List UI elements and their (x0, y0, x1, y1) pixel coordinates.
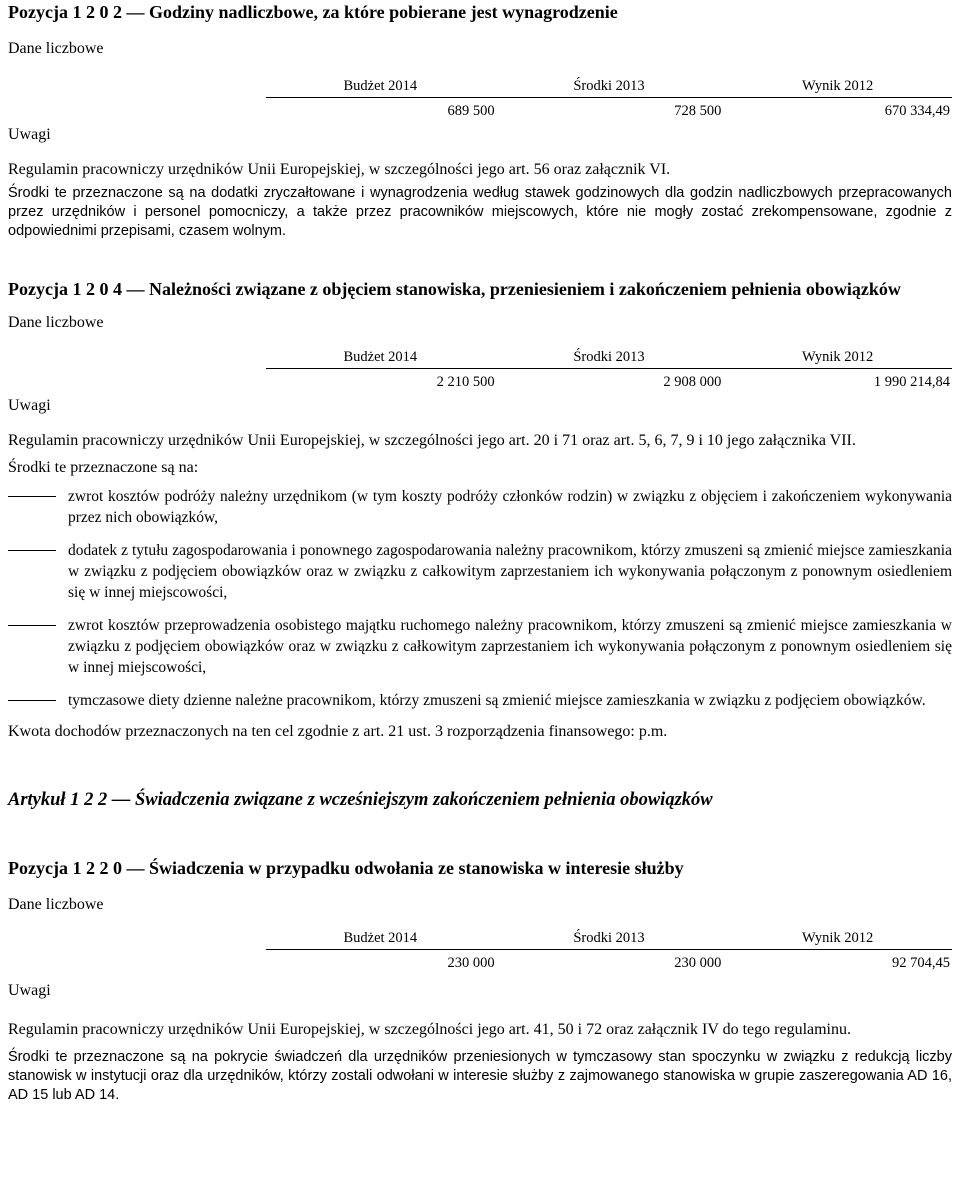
legal-basis: Regulamin pracowniczy urzędników Unii Europejskiej, w szczególności jego art. 41, 50 i 72 oraz załącznik IV do tego regulaminu. (8, 1021, 851, 1038)
column-header: Budżet 2014 (266, 929, 495, 950)
intro-text: Środki te przeznaczone są na: (8, 459, 199, 476)
section-1220 (8, 856, 952, 1105)
column-header: Budżet 2014 (266, 77, 495, 98)
list-item: zwrot kosztów przeprowadzenia osobistego majątku ruchomego należny pracownikom, którzy zmuszeni są zmienić miejsce zamieszkania w związku z podjęciem obowiązków oraz w związku z całkowitym zaprzestaniem ich wykonywania połączonym z ponownym osiedleniem się w innej miejscowości, (8, 615, 952, 678)
column-header: Budżet 2014 (266, 348, 495, 369)
data-label: Dane liczbowe (8, 40, 104, 57)
notes-label: Uwagi (8, 982, 51, 999)
purpose-list (8, 486, 952, 711)
value-cell: 2 210 500 (436, 374, 495, 390)
section-heading: Pozycja 1 2 0 2 — Godziny nadliczbowe, za które pobierane jest wynagrodzenie (8, 2, 618, 22)
data-label: Dane liczbowe (8, 314, 104, 331)
dash-marker (8, 700, 56, 701)
list-item: zwrot kosztów podróży należny urzędnikom (w tym koszty podróży członków rodzin) w związku z objęciem i zakończeniem wykonywania przez nich obowiązków, (8, 486, 952, 528)
column-header: Środki 2013 (495, 77, 724, 98)
list-item: tymczasowe diety dzienne należne pracownikom, którzy zmuszeni są zmienić miejsce zamieszkania w związku z podjęciem obowiązków. (8, 690, 952, 711)
legal-basis: Regulamin pracowniczy urzędników Unii Europejskiej, w szczególności jego art. 20 i 71 oraz art. 5, 6, 7, 9 i 10 jego załącznika VII. (8, 432, 856, 449)
column-header: Środki 2013 (495, 348, 724, 369)
article-heading: Artykuł 1 2 2 — Świadczenia związane z wcześniejszym zakończeniem pełnienia obowiązków (8, 790, 713, 810)
value-cell: 1 990 214,84 (873, 374, 950, 390)
section-1204 (8, 277, 952, 742)
remarks-text: Środki te przeznaczone są na pokrycie świadczeń dla urzędników przeniesionych w tymczasowy stan spoczynku w związku z redukcją liczby stanowisk w instytucji oraz dla urzędników, którzy zostali odwołani w interesie służby z zajmowanego stanowiska w grupie zaszeregowania AD 16, AD 15 lub AD 14. (8, 1049, 952, 1103)
section-heading: Pozycja 1 2 0 4 — Należności związane z objęciem stanowiska, przeniesieniem i zakończeniem pełnienia obowiązków (8, 279, 901, 299)
figures-table (8, 348, 952, 391)
column-header: Wynik 2012 (723, 929, 952, 950)
value-cell: 728 500 (674, 103, 722, 119)
data-label: Dane liczbowe (8, 896, 104, 913)
column-header: Środki 2013 (495, 929, 724, 950)
value-cell: 230 000 (674, 955, 722, 971)
value-cell: 689 500 (447, 103, 495, 119)
dash-marker (8, 625, 56, 626)
dash-marker (8, 496, 56, 497)
value-cell: 670 334,49 (884, 103, 950, 119)
figures-table (8, 77, 952, 120)
notes-label: Uwagi (8, 126, 51, 143)
figures-table (8, 929, 952, 972)
column-header: Wynik 2012 (723, 77, 952, 98)
column-header: Wynik 2012 (723, 348, 952, 369)
list-item: dodatek z tytułu zagospodarowania i ponownego zagospodarowania należny pracownikom, którzy zmuszeni są zmienić miejsce zamieszkania w związku z podjęciem obowiązków oraz w związku z całkowitym zaprzestaniem ich wykonywania połączonym z ponownym osiedleniem się w innej miejscowości, (8, 540, 952, 603)
value-cell: 230 000 (447, 955, 495, 971)
legal-basis: Regulamin pracowniczy urzędników Unii Europejskiej, w szczególności jego art. 56 oraz załącznik VI. (8, 161, 671, 178)
section-heading: Pozycja 1 2 2 0 — Świadczenia w przypadku odwołania ze stanowiska w interesie służby (8, 858, 684, 878)
value-cell: 2 908 000 (663, 374, 722, 390)
dash-marker (8, 550, 56, 551)
notes-label: Uwagi (8, 397, 51, 414)
revenue-note: Kwota dochodów przeznaczonych na ten cel zgodnie z art. 21 ust. 3 rozporządzenia finansowego: p.m. (8, 723, 668, 740)
remarks-text: Środki te przeznaczone są na dodatki zryczałtowane i wynagrodzenia według stawek godzinowych dla godzin nadliczbowych przepracowanych przez urzędników i personel pomocniczy, a także przez pracowników miejscowych, które nie mogły zostać zrekompensowane, zgodnie z odpowiednimi przepisami, czasem wolnym. (8, 185, 952, 239)
value-cell: 92 704,45 (892, 955, 950, 971)
section-1202 (8, 0, 952, 241)
